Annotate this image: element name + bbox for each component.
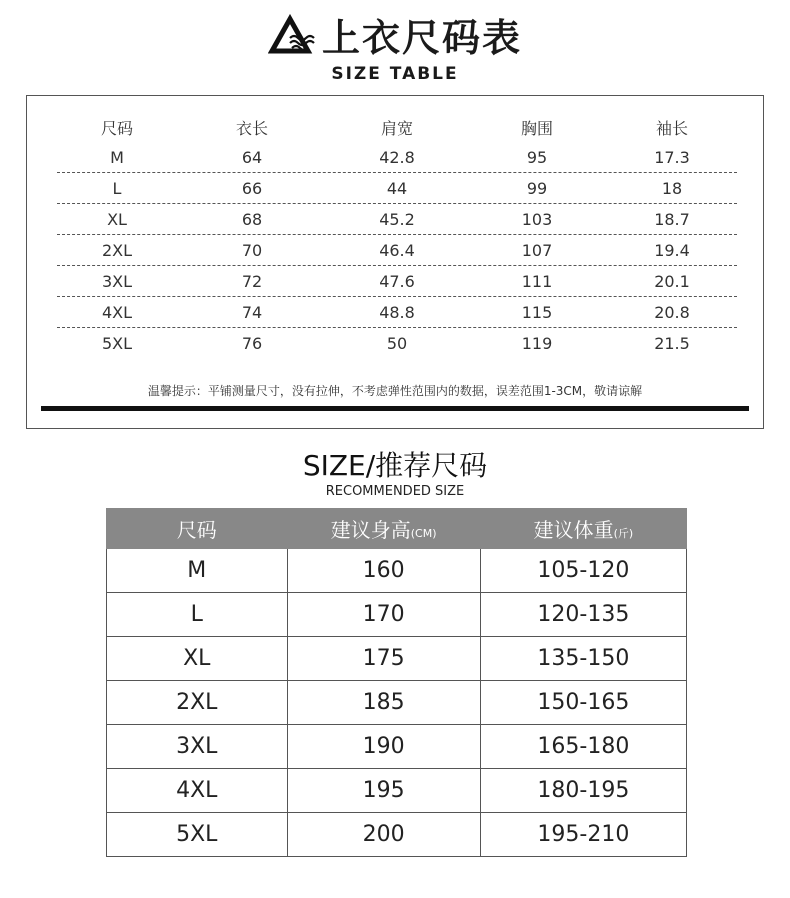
- recommended-row: [107, 637, 687, 681]
- size-table-cell: 5XL: [101, 333, 133, 353]
- recommended-header-label: 尺码: [176, 518, 217, 542]
- recommended-cell: 195-210: [480, 813, 686, 857]
- size-table-header-cell: 尺码: [100, 118, 133, 138]
- recommended-cell: 105-120: [480, 549, 686, 593]
- recommended-row: [107, 725, 687, 769]
- recommended-subtitle: RECOMMENDED SIZE: [325, 484, 465, 499]
- size-table-cell: 76: [241, 333, 263, 353]
- size-table-header-cell: 胸围: [520, 118, 553, 138]
- size-table-row: [57, 173, 737, 204]
- size-table-cell: 20.8: [654, 302, 690, 322]
- size-table-box: [26, 95, 764, 429]
- size-table-cell: 18: [661, 178, 683, 198]
- page-subtitle: SIZE TABLE: [331, 64, 459, 84]
- recommended-header-cell: [287, 509, 480, 549]
- size-table-cell: 99: [526, 178, 548, 198]
- size-table-cell: 4XL: [101, 302, 133, 322]
- size-table-row: [57, 142, 737, 173]
- mountain-wave-icon: [268, 14, 320, 54]
- recommended-cell: 185: [287, 681, 480, 725]
- recommended-cell: 170: [287, 593, 480, 637]
- size-table-cell: 42.8: [379, 147, 415, 167]
- size-table-cell: 44: [386, 178, 408, 198]
- size-table-cell: 107: [521, 240, 553, 260]
- recommended-cell: 190: [287, 725, 480, 769]
- recommended-cell: 200: [287, 813, 480, 857]
- recommended-header-label: 建议身高: [330, 518, 411, 542]
- size-table: [57, 112, 737, 358]
- recommended-cell: M: [107, 549, 288, 593]
- size-table-cell: 70: [241, 240, 263, 260]
- size-table-cell: 111: [521, 271, 553, 291]
- recommended-cell: 150-165: [480, 681, 686, 725]
- size-table-cell: 20.1: [654, 271, 690, 291]
- size-table-cell: 2XL: [101, 240, 133, 260]
- recommended-header-row: [107, 509, 687, 549]
- size-table-cell: 3XL: [101, 271, 133, 291]
- recommended-cell: L: [107, 593, 288, 637]
- recommended-row: [107, 549, 687, 593]
- recommended-cell: 175: [287, 637, 480, 681]
- size-notice: 温馨提示：平铺测量尺寸，没有拉伸，不考虑弹性范围内的数据，误差范围1-3CM，敬请谅解: [147, 384, 643, 398]
- recommended-row: [107, 681, 687, 725]
- size-table-cell: 45.2: [379, 209, 415, 229]
- size-table-cell: 17.3: [654, 147, 690, 167]
- size-table-cell: 19.4: [654, 240, 690, 260]
- size-table-cell: 72: [241, 271, 263, 291]
- recommended-cell: 195: [287, 769, 480, 813]
- size-table-cell: XL: [107, 209, 127, 229]
- recommended-header-cell: [107, 509, 288, 549]
- size-table-row: [57, 235, 737, 266]
- size-table-cell: 103: [521, 209, 553, 229]
- recommended-header-cell: [480, 509, 686, 549]
- size-table-cell: 64: [241, 147, 263, 167]
- recommended-cell: 165-180: [480, 725, 686, 769]
- size-table-row: [57, 297, 737, 328]
- size-table-row: [57, 266, 737, 297]
- size-table-cell: 47.6: [379, 271, 415, 291]
- recommended-cell: 160: [287, 549, 480, 593]
- size-table-header-cell: 衣长: [235, 118, 268, 138]
- size-table-cell: 48.8: [379, 302, 415, 322]
- recommended-cell: 180-195: [480, 769, 686, 813]
- size-table-cell: M: [110, 147, 124, 167]
- size-table-cell: 66: [241, 178, 263, 198]
- page-title: 上衣尺码表: [321, 15, 522, 60]
- divider-bar: [41, 406, 749, 411]
- recommended-title: SIZE/推荐尺码: [302, 449, 488, 482]
- size-table-header-cell: 肩宽: [380, 118, 413, 138]
- page-header: [0, 10, 790, 84]
- title-row: [0, 10, 790, 58]
- recommended-cell: 135-150: [480, 637, 686, 681]
- size-table-cell: 74: [241, 302, 263, 322]
- recommended-cell: 120-135: [480, 593, 686, 637]
- size-table-cell: 46.4: [379, 240, 415, 260]
- recommended-row: [107, 813, 687, 857]
- size-table-cell: 50: [386, 333, 408, 353]
- recommended-header-unit: (斤): [613, 527, 634, 540]
- size-table-cell: 68: [241, 209, 263, 229]
- size-table-row: [57, 328, 737, 358]
- recommended-row: [107, 593, 687, 637]
- size-table-header-row: [57, 112, 737, 142]
- size-table-cell: 115: [521, 302, 553, 322]
- recommended-row: [107, 769, 687, 813]
- recommended-header-unit: (CM): [410, 527, 437, 540]
- size-table-header-cell: 袖长: [655, 118, 688, 138]
- recommended-cell: 4XL: [107, 769, 288, 813]
- recommended-cell: 3XL: [107, 725, 288, 769]
- size-table-cell: 119: [521, 333, 553, 353]
- recommended-cell: 2XL: [107, 681, 288, 725]
- recommended-header-label: 建议体重: [533, 518, 614, 542]
- size-table-cell: 95: [526, 147, 548, 167]
- size-table-row: [57, 204, 737, 235]
- size-table-cell: L: [112, 178, 122, 198]
- size-table-cell: 21.5: [654, 333, 690, 353]
- recommended-cell: 5XL: [107, 813, 288, 857]
- size-table-cell: 18.7: [654, 209, 690, 229]
- recommended-table: [106, 508, 687, 857]
- recommended-cell: XL: [107, 637, 288, 681]
